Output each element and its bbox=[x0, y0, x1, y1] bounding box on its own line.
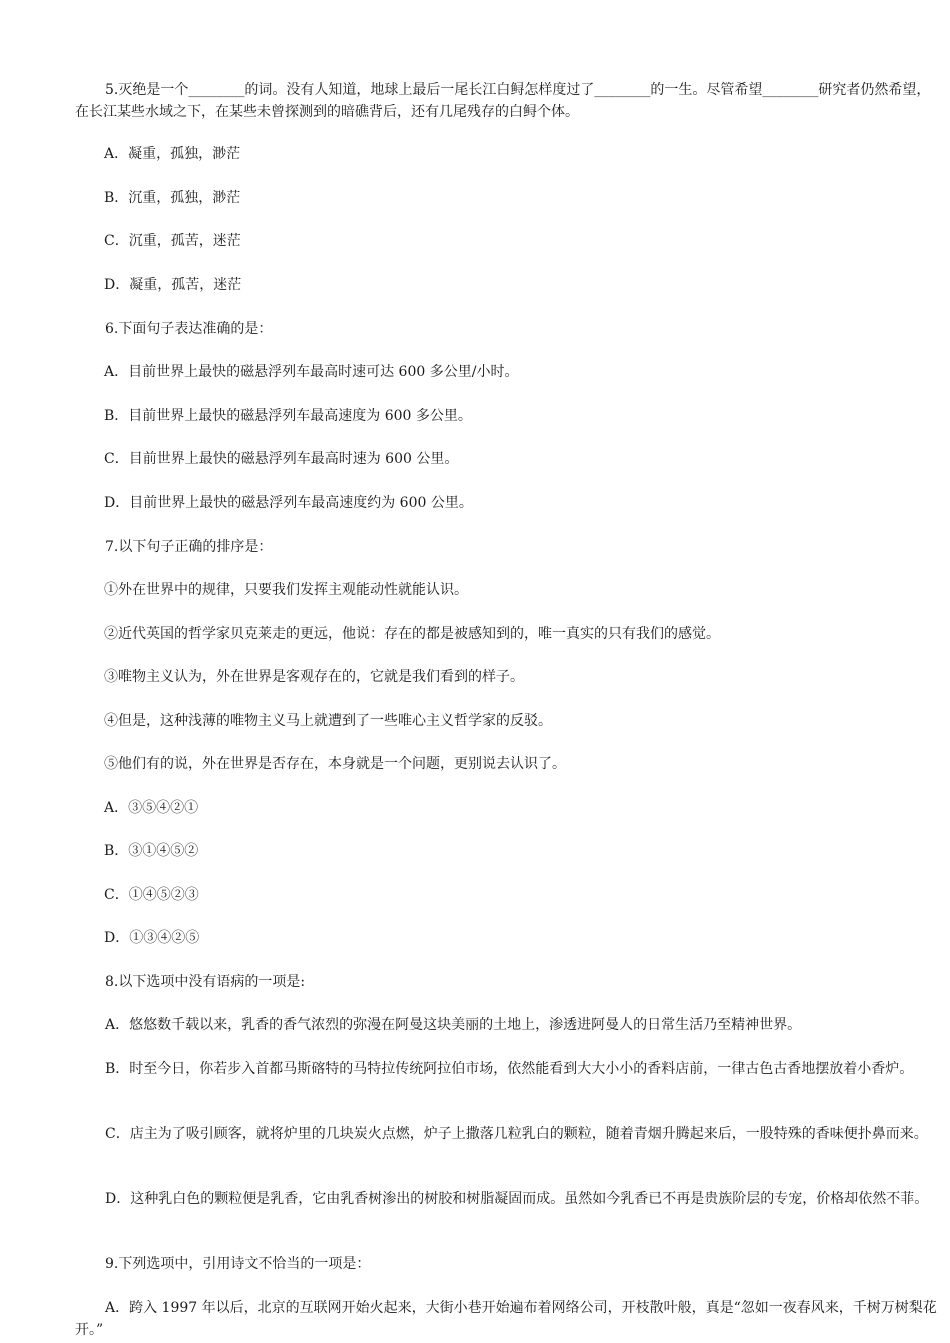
q5-option-a: A．凝重，孤独，渺茫 bbox=[104, 146, 241, 162]
q6-option-b: B．目前世界上最快的磁悬浮列车最高速度为 600 多公里。 bbox=[104, 408, 472, 424]
q7-sentence-4: ④但是，这种浅薄的唯物主义马上就遭到了一些唯心主义哲学家的反驳。 bbox=[104, 713, 552, 729]
q8-option-d: D．这种乳白色的颗粒便是乳香，它由乳香树渗出的树胶和树脂凝固而成。虽然如今乳香已不再是贵族阶层的专宠，价格却依然不菲。 bbox=[105, 1191, 929, 1207]
q7-sentence-1: ①外在世界中的规律，只要我们发挥主观能动性就能认识。 bbox=[104, 582, 468, 598]
q9-stem: 9.下列选项中，引用诗文不恰当的一项是： bbox=[105, 1256, 371, 1272]
q7-sentence-2: ②近代英国的哲学家贝克莱走的更远，他说：存在的都是被感知到的，唯一真实的只有我们的感觉。 bbox=[104, 626, 720, 642]
q8-option-c: C．店主为了吸引顾客，就将炉里的几块炭火点燃，炉子上撒落几粒乳白的颗粒，随着青烟升腾起来后，一股特殊的香味便扑鼻而来。 bbox=[105, 1126, 928, 1142]
q7-option-c: C．①④⑤②③ bbox=[104, 887, 199, 903]
q7-option-a: A．③⑤④②① bbox=[104, 800, 199, 816]
q6-option-c: C．目前世界上最快的磁悬浮列车最高时速为 600 公里。 bbox=[104, 451, 459, 467]
q8-option-a: A．悠悠数千载以来，乳香的香气浓烈的弥漫在阿曼这块美丽的土地上，渗透进阿曼人的日常生活乃至精神世界。 bbox=[105, 1017, 802, 1033]
q7-sentence-5: ⑤他们有的说，外在世界是否存在，本身就是一个问题，更别说去认识了。 bbox=[104, 756, 566, 772]
q7-sentence-3: ③唯物主义认为，外在世界是客观存在的，它就是我们看到的样子。 bbox=[104, 669, 524, 685]
q8-stem: 8.以下选项中没有语病的一项是: bbox=[105, 974, 306, 990]
q5-stem: 5.灭绝是一个________的词。没有人知道，地球上最后一尾长江白鲟怎样度过了________的一生。尽管希望________研究者仍然希望，在长江某些水域之下，在某些未曾探测到的暗礁背后，还有几尾残存的白鲟个体。 bbox=[75, 82, 931, 120]
q7-option-d: D．①③④②⑤ bbox=[104, 930, 200, 946]
q8-option-b: B．时至今日，你若步入首都马斯碦特的马特拉传统阿拉伯市场，依然能看到大大小小的香料店前，一律古色古香地摆放着小香炉。 bbox=[105, 1061, 914, 1077]
q6-option-a: A．目前世界上最快的磁悬浮列车最高时速可达 600 多公里/小时。 bbox=[104, 364, 519, 380]
q6-option-d: D．目前世界上最快的磁悬浮列车最高速度约为 600 公里。 bbox=[104, 495, 473, 511]
q5-option-c: C．沉重，孤苦，迷茫 bbox=[104, 233, 241, 249]
q6-stem: 6.下面句子表达准确的是： bbox=[105, 321, 273, 337]
q7-stem: 7.以下句子正确的排序是： bbox=[105, 539, 273, 555]
q5-option-b: B．沉重，孤独，渺茫 bbox=[104, 190, 241, 206]
q9-option-a: A．跨入 1997 年以后，北京的互联网开始火起来，大街小巷开始遍布着网络公司，开枝散叶般，真是“忽如一夜春风来，千树万树梨花开。” bbox=[75, 1300, 937, 1338]
q5-option-d: D．凝重，孤苦，迷茫 bbox=[104, 277, 242, 293]
q7-option-b: B．③①④⑤② bbox=[104, 843, 199, 859]
